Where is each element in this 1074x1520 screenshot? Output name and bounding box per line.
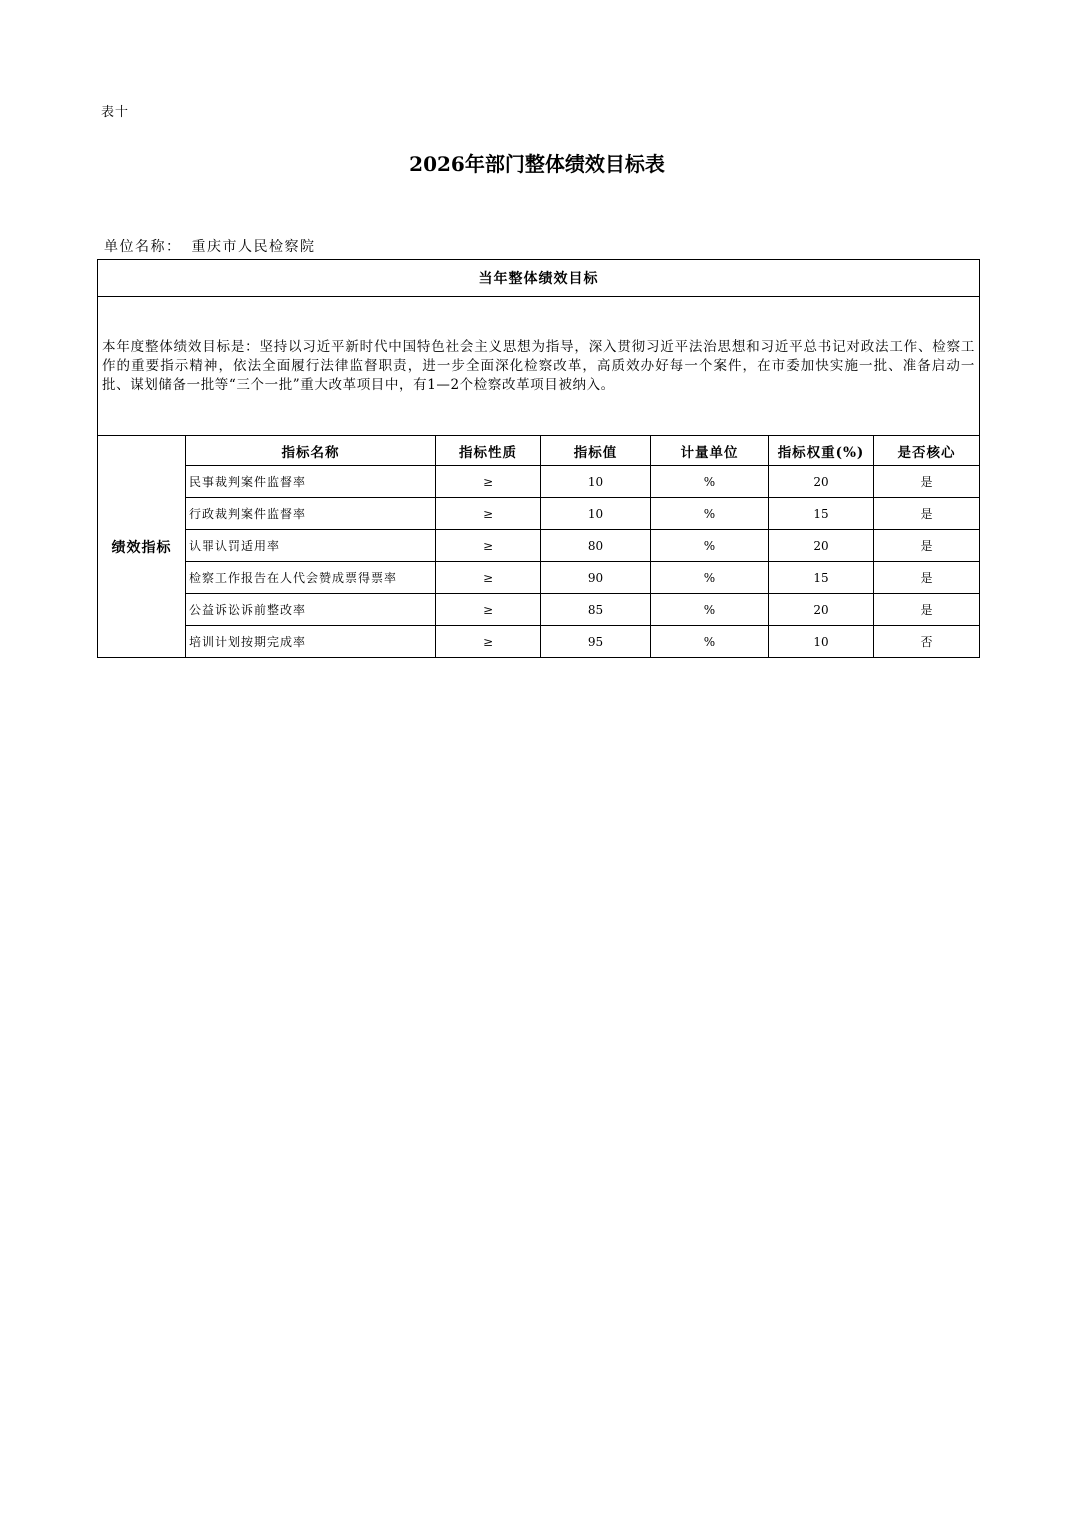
indicators-row-label: 绩效指标 <box>98 436 186 658</box>
indicator-unit: % <box>651 530 769 562</box>
indicator-core: 是 <box>874 594 980 626</box>
indicator-name: 民事裁判案件监督率 <box>186 466 436 498</box>
table-row <box>98 466 980 498</box>
indicator-nature: ≥ <box>436 626 541 658</box>
indicator-weight: 15 <box>769 498 874 530</box>
table-row <box>98 530 980 562</box>
indicator-unit: % <box>651 562 769 594</box>
indicator-value: 90 <box>541 562 651 594</box>
unit-name-value: 重庆市人民检察院 <box>191 239 316 255</box>
indicator-value: 10 <box>541 498 651 530</box>
indicator-core: 是 <box>874 562 980 594</box>
indicator-nature: ≥ <box>436 498 541 530</box>
column-header-unit: 计量单位 <box>651 436 769 466</box>
indicator-value: 10 <box>541 466 651 498</box>
indicator-value: 85 <box>541 594 651 626</box>
table-row <box>98 626 980 658</box>
page-title: 2026年部门整体绩效目标表 <box>409 152 665 176</box>
indicator-core: 是 <box>874 498 980 530</box>
column-header-value: 指标值 <box>541 436 651 466</box>
indicator-unit: % <box>651 594 769 626</box>
indicator-name: 培训计划按期完成率 <box>186 626 436 658</box>
column-header-weight: 指标权重(%) <box>769 436 874 466</box>
summary-text: 本年度整体绩效目标是：坚持以习近平新时代中国特色社会主义思想为指导，深入贯彻习近平法治思想和习近平总书记对政法工作、检察工作的重要指示精神，依法全面履行法律监督职责，进一步全面深化检察改革，高质效办好每一个案件，在市委加快实施一批、准备启动一批、谋划储备一批等“三个一批”重大改革项目中，有1—2个检察改革项目被纳入。 <box>98 297 980 436</box>
table-row <box>98 498 980 530</box>
indicator-value: 95 <box>541 626 651 658</box>
indicator-name: 行政裁判案件监督率 <box>186 498 436 530</box>
table-row <box>98 594 980 626</box>
unit-name-label: 单位名称： <box>104 239 182 255</box>
indicator-weight: 20 <box>769 594 874 626</box>
performance-goal-table <box>97 259 980 658</box>
column-header-core: 是否核心 <box>874 436 980 466</box>
indicator-weight: 20 <box>769 530 874 562</box>
indicator-name: 检察工作报告在人代会赞成票得票率 <box>186 562 436 594</box>
indicator-core: 是 <box>874 530 980 562</box>
indicator-nature: ≥ <box>436 594 541 626</box>
indicator-core: 否 <box>874 626 980 658</box>
indicator-unit: % <box>651 498 769 530</box>
indicator-name: 认罪认罚适用率 <box>186 530 436 562</box>
indicator-name: 公益诉讼诉前整改率 <box>186 594 436 626</box>
indicator-nature: ≥ <box>436 466 541 498</box>
indicator-weight: 10 <box>769 626 874 658</box>
summary-section-header: 当年整体绩效目标 <box>98 260 980 297</box>
indicator-core: 是 <box>874 466 980 498</box>
table-number-label: 表十 <box>101 105 130 120</box>
indicator-unit: % <box>651 466 769 498</box>
indicator-unit: % <box>651 626 769 658</box>
column-header-nature: 指标性质 <box>436 436 541 466</box>
indicator-value: 80 <box>541 530 651 562</box>
indicator-weight: 20 <box>769 466 874 498</box>
unit-name-row <box>104 236 316 256</box>
indicator-nature: ≥ <box>436 530 541 562</box>
table-row <box>98 562 980 594</box>
indicator-nature: ≥ <box>436 562 541 594</box>
column-header-name: 指标名称 <box>186 436 436 466</box>
indicator-weight: 15 <box>769 562 874 594</box>
